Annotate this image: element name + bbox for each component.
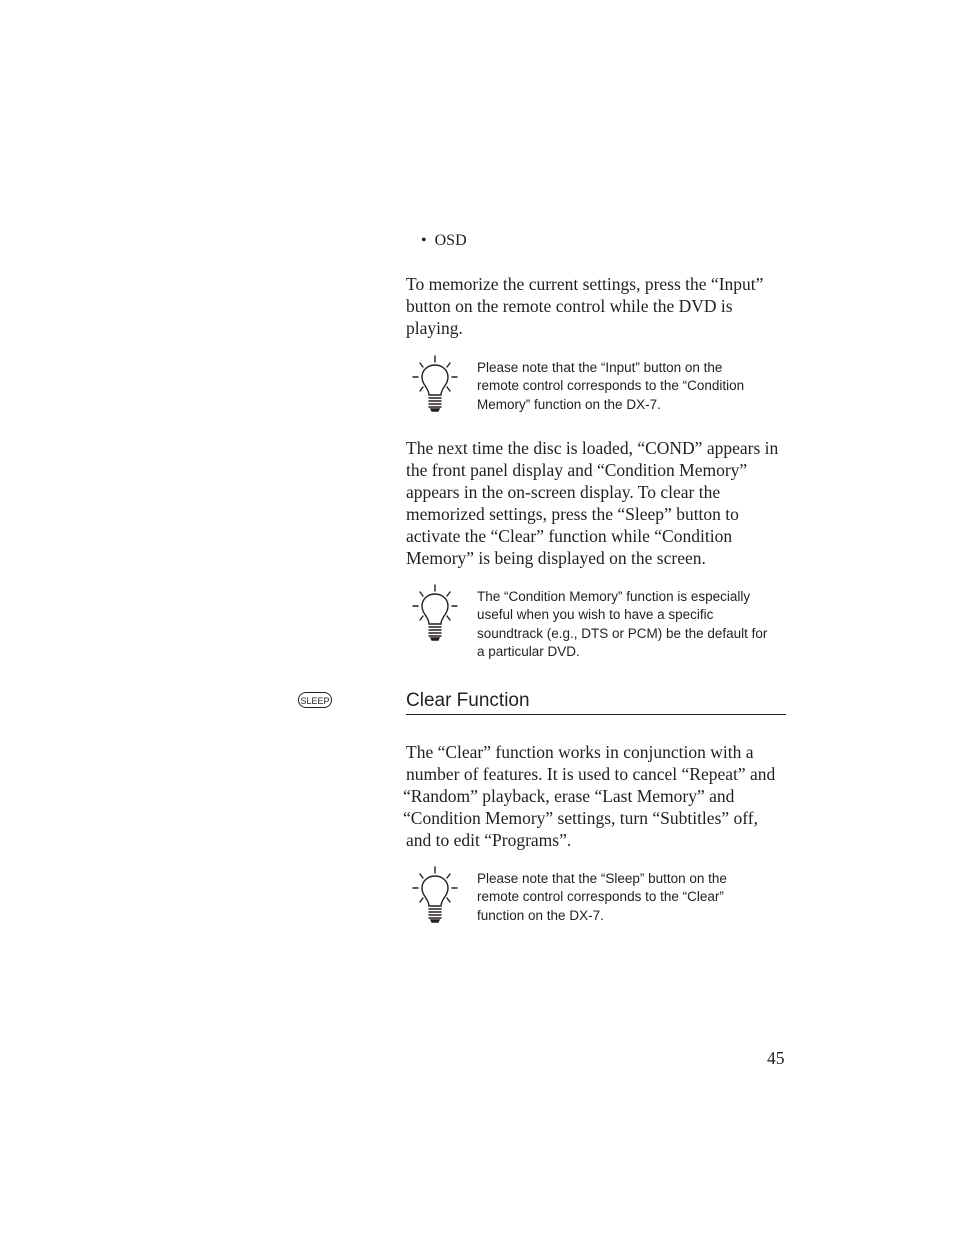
note-sleep-button — [477, 870, 727, 925]
note-line: Please note that the “Sleep” button on the — [477, 871, 727, 886]
bullet-item — [421, 231, 467, 251]
paragraph-line: The next time the disc is loaded, “COND” appears in — [406, 438, 779, 458]
note-line: useful when you wish to have a specific — [477, 607, 714, 623]
paragraph-line: playing. — [406, 318, 463, 338]
note-line: remote control corresponds to the “Clear” — [477, 889, 724, 905]
paragraph-line: “Condition Memory” settings, turn “Subtitles” off, — [403, 808, 758, 828]
paragraph-line: Memory” is being displayed on the screen. — [406, 548, 706, 568]
paragraph-clear-function — [403, 741, 776, 851]
paragraph-line: button on the remote control while the DVD is — [406, 296, 733, 316]
note-line: soundtrack (e.g., DTS or PCM) be the default for — [477, 625, 768, 641]
paragraph-line: “Random” playback, erase “Last Memory” and — [403, 786, 735, 806]
note-line: function on the DX-7. — [477, 907, 604, 923]
paragraph-cond — [406, 437, 778, 569]
note-line: a particular DVD. — [477, 643, 580, 659]
note-line: Please note that the “Input” button on the — [477, 360, 723, 375]
page-number: 45 — [767, 1048, 785, 1068]
lightbulb-icon — [411, 584, 459, 642]
note-line: remote control corresponds to the “Condition — [477, 378, 745, 394]
paragraph-line: number of features. It is used to cancel “Repeat” and — [406, 764, 776, 784]
paragraph-line: To memorize the current settings, press the “Input” — [406, 274, 764, 294]
note-input-button — [477, 359, 744, 414]
bullet-item-text: OSD — [434, 232, 467, 249]
paragraph-line: the front panel display and “Condition Memory” — [406, 460, 748, 480]
paragraph-line: and to edit “Programs”. — [406, 830, 572, 850]
paragraph-line: memorized settings, press the “Sleep” button to — [406, 504, 739, 524]
lightbulb-icon — [411, 355, 459, 413]
paragraph-line: appears in the on-screen display. To clear the — [406, 482, 721, 502]
paragraph-line: The “Clear” function works in conjunction with a — [406, 742, 754, 762]
section-heading: Clear Function — [406, 689, 786, 715]
note-line: The “Condition Memory” function is especially — [477, 589, 751, 604]
sleep-button-icon: SLEEP — [298, 692, 332, 708]
note-line: Memory” function on the DX-7. — [477, 396, 661, 412]
note-condition-memory — [477, 588, 767, 661]
lightbulb-icon — [411, 866, 459, 924]
bullet-mark: • — [421, 232, 435, 249]
paragraph-memorize — [406, 273, 763, 339]
paragraph-line: activate the “Clear” function while “Condition — [406, 526, 733, 546]
